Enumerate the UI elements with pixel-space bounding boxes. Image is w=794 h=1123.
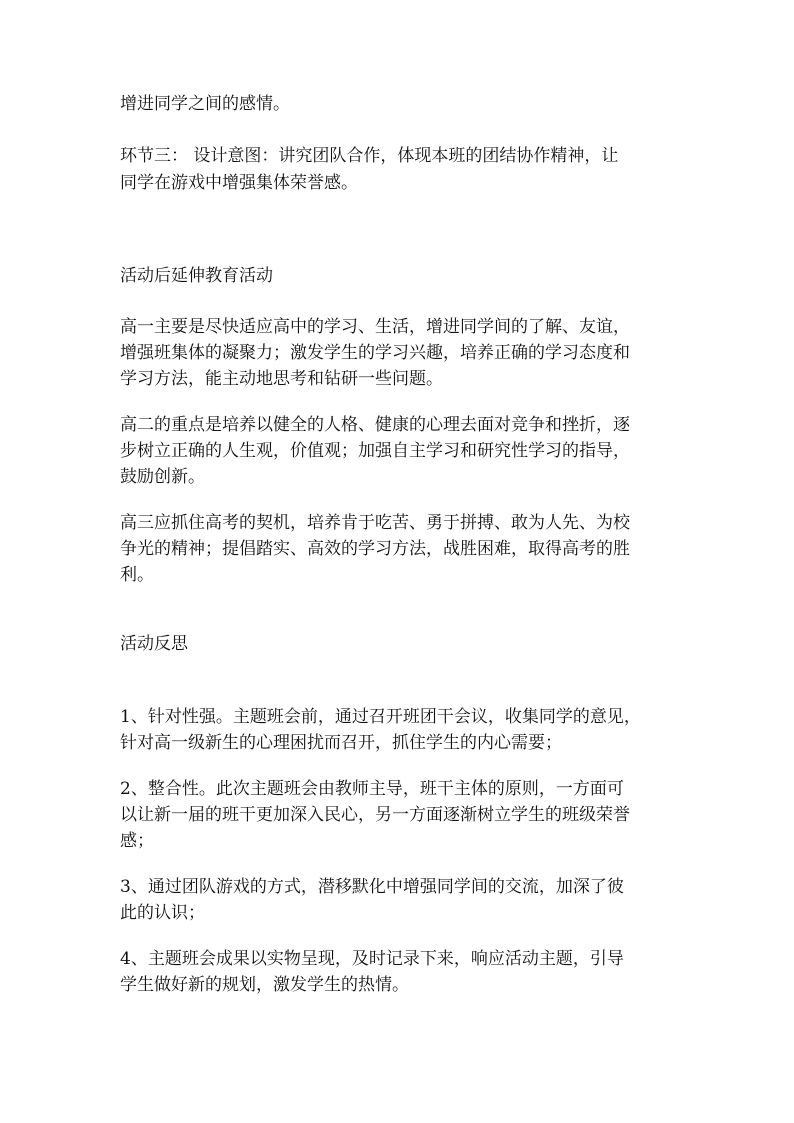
reflection-item1-line-1: 1、针对性强。主题班会前，通过召开班团干会议，收集同学的意见，	[120, 707, 641, 727]
reflection-heading: 活动反思	[120, 634, 188, 654]
reflection-item3-line-1: 3、通过团队游戏的方式，潜移默化中增强同学间的交流，加深了彼	[120, 877, 624, 897]
reflection-item2-line-2: 以让新一届的班干更加深入民心，另一方面逐渐树立学生的班级荣誉	[120, 805, 630, 825]
reflection-item2-line-3: 感；	[120, 831, 154, 851]
grade1-line-1: 高一主要是尽快适应高中的学习、生活，增进同学间的了解、友谊，	[120, 317, 630, 337]
grade2-line-2: 步树立正确的人生观，价值观；加强自主学习和研究性学习的指导，	[120, 441, 630, 461]
reflection-item4-line-2: 学生做好新的规划，激发学生的热情。	[120, 975, 409, 995]
grade1-line-2: 增强班集体的凝聚力；激发学生的学习兴趣，培养正确的学习态度和	[120, 343, 630, 363]
extension-heading: 活动后延伸教育活动	[120, 266, 273, 286]
grade2-line-1: 高二的重点是培养以健全的人格、健康的心理去面对竞争和挫折，逐	[120, 415, 630, 435]
reflection-item4-line-1: 4、主题班会成果以实物呈现，及时记录下来，响应活动主题，引导	[120, 949, 624, 969]
reflection-item3-line-2: 此的认识；	[120, 903, 205, 923]
intro-line: 增进同学之间的感情。	[120, 94, 290, 114]
grade3-line-3: 利。	[120, 565, 154, 585]
reflection-item1-line-2: 针对高一级新生的心理困扰而召开，抓住学生的内心需要；	[120, 733, 562, 753]
reflection-item2-line-1: 2、整合性。此次主题班会由教师主导，班干主体的原则，一方面可	[120, 779, 624, 799]
grade3-line-1: 高三应抓住高考的契机，培养肯于吃苦、勇于拼搏、敢为人先、为校	[120, 513, 630, 533]
grade3-line-2: 争光的精神；提倡踏实、高效的学习方法，战胜困难，取得高考的胜	[120, 539, 630, 559]
section3-line-2: 同学在游戏中增强集体荣誉感。	[120, 173, 358, 193]
grade1-line-3: 学习方法，能主动地思考和钻研一些问题。	[120, 369, 443, 389]
section3-line-1: 环节三： 设计意图：讲究团队合作，体现本班的团结协作精神，让	[120, 146, 619, 166]
grade2-line-3: 鼓励创新。	[120, 467, 205, 487]
